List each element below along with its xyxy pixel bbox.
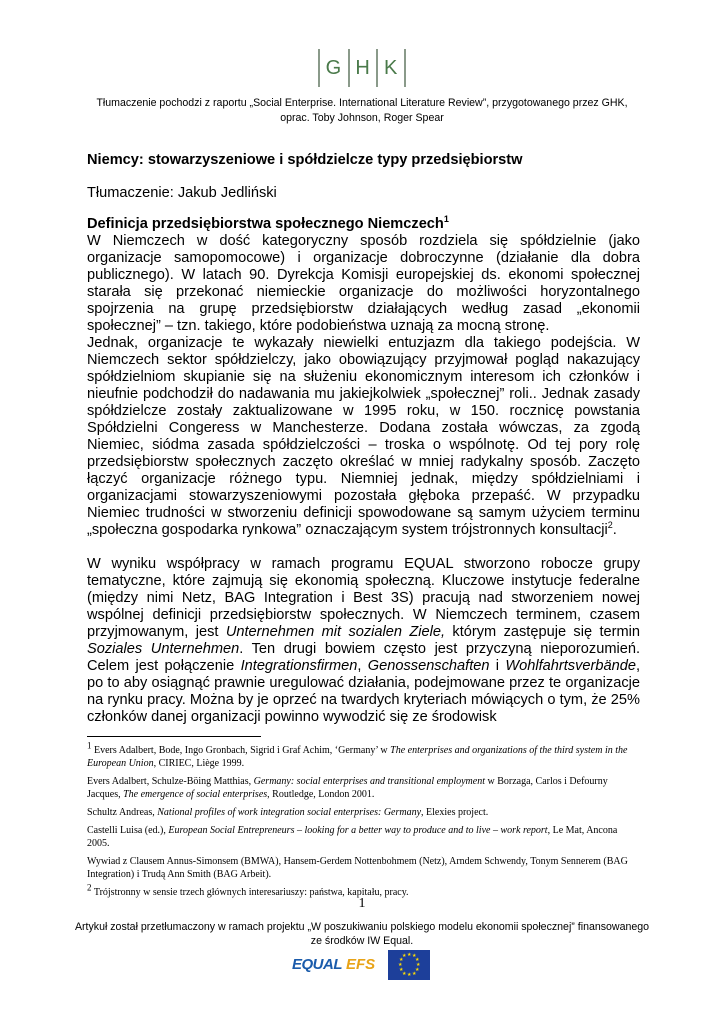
document-title: Niemcy: stowarzyszeniowe i spółdzielcze typy przedsiębiorstw (87, 152, 523, 168)
reference-2 (87, 775, 640, 801)
footnote-1-text-b: , CIRIEC, Liège 1999. (153, 758, 245, 769)
reference-5: Wywiad z Clausem Annus-Simonsem (BMWA), Hansem-Gerdem Nottenbohmem (Netz), Arndem Schwendy, Tonym Sennerem (BAG Integration) i Trudą Ann Smith (BAG Arbeit). (87, 856, 628, 880)
reference-2-text-b: w Borzaga, Carlos i Defourny Jacques, (87, 776, 608, 800)
logo-divider (404, 49, 406, 87)
reference-3 (87, 806, 640, 819)
logo-divider (376, 49, 378, 87)
logo-divider (348, 49, 350, 87)
paragraph-1: W Niemczech w dość kategoryczny sposób rozdziela się spółdzielnie (jako organizacje samopomocowe) i organizacje dobroczynne (działanie dla dobra publicznego). W latach 90. Dyrekcja Komisji europejskiej ds. ekonomi społecznej starała się przekonać niemieckie organizacje do możliwości horyzontalnego spojrzenia na grupę przedsiębiorstw działających według zasad „ekonomii społecznej” – tzn. takiego, które podobieństwa uznają za mocną stronę. (87, 233, 640, 334)
reference-3-text-b: , Elexies project. (421, 807, 489, 818)
footnote-1 (87, 740, 640, 770)
footnote-ref-2[interactable]: 2 (607, 520, 613, 531)
paragraph-3-text-c: . Ten drugi bowiem często jest przyczyną nieporozumień. Celem jest połączenie (87, 641, 641, 674)
body-text (87, 216, 640, 726)
footnotes (87, 740, 640, 899)
reference-3-text-a: Schultz Andreas, (87, 807, 158, 818)
reference-2-text-a: Evers Adalbert, Schulze-Böing Matthias, (87, 776, 254, 787)
reference-2-text-c: , Routledge, London 2001. (267, 789, 375, 800)
paragraph-3-text-f: , po to aby osiągnąć prawnie uregulować działania, podejmowane przez te organizacje na rynku pracy. Można by je oprzeć na twardych kryteriach mówiących o tym, że 25% członków danej organizacji powinno wywodzić się ze środowisk (87, 658, 641, 725)
logo-letter-k: K (383, 56, 399, 79)
page-number: 1 (358, 896, 366, 911)
translator-line: Tłumaczenie: Jakub Jedliński (87, 185, 277, 201)
footnote-ref-1[interactable]: 1 (443, 214, 449, 225)
source-credit-line1: Tłumaczenie pochodzi z raportu „Social Enterprise. International Literature Review”, przygotowanego przez GHK, (96, 97, 628, 109)
footnote-2-text: Trójstronny w sensie trzech głównych interesariuszy: państwa, kapitału, pracy. (91, 887, 409, 898)
reference-4-text-a: Castelli Luisa (ed.), (87, 825, 169, 836)
reference-4-title: European Social Entrepreneurs – looking for a better way to produce and to live – work report (168, 825, 548, 836)
paragraph-3-text-a: W wyniku współpracy w ramach programu EQUAL stworzono robocze grupy tematyczne, które zajmują się ekonomią społeczną. Kluczowe instytucje federalne (między nimi Netz, BAG Integration i Best 3S) pracują nad stworzeniem nowej wspólnej definicji przedsiębiorstw społecznych. W Niemczech terminem, czasem przyjmowanym, jest (87, 556, 640, 640)
term-wohlfahrtsverbaende: Wohlfahrtsverbände (505, 658, 636, 674)
sponsor-logos (290, 950, 440, 980)
footnote-separator (87, 736, 261, 737)
reference-2-title: Germany: social enterprises and transitional employment (253, 776, 485, 787)
term-genossenschaften: Genossenschaften (367, 658, 490, 674)
logo-letter-g: G (325, 56, 343, 79)
paragraph-3-text-d: , (357, 658, 368, 674)
reference-4-text-b: , Le Mat, Ancona 2005. (87, 825, 618, 849)
footnote-1-title: The enterprises and organizations of the third system in the European Union (87, 745, 628, 769)
footnote-1-number: 1 (87, 740, 92, 751)
equal-logo: EQUAL (292, 956, 342, 973)
section-heading (87, 216, 640, 233)
project-credit-line1: Artykuł został przetłumaczony w ramach projektu „W poszukiwaniu polskiego modelu ekonomii społecznej” finansowanego (74, 921, 650, 933)
paragraph-2-end: . (612, 522, 617, 538)
term-soziales-unternehmen: Soziales Unternehmen (87, 641, 240, 657)
reference-3-title: National profiles of work integration social enterprises: Germany (157, 807, 422, 818)
reference-4 (87, 824, 640, 850)
source-credit-line2: oprac. Toby Johnson, Roger Spear (280, 112, 444, 124)
section-heading-text: Definicja przedsiębiorstwa społecznego Niemczech (87, 216, 444, 232)
reference-2-title2: The emergence of social enterprises (123, 789, 268, 800)
paragraph-3-text-b: którym zastępuje się termin (445, 624, 641, 640)
logo-divider (318, 49, 320, 87)
paragraph-2-text: Jednak, organizacje te wykazały niewielki entuzjazm dla takiego podejścia. W Niemczech sektor spółdzielczy, jako obowiązujący przyjmował pogląd nakazujący spółdzielniom skupianie się na służeniu ekonomicznym interesom ich członków i nieufnie podchodził do nadawania mu jakiejkolwiek „społecznej” roli.. Jednak zasady spółdzielcze zostały zaktualizowane w 1995 roku, w 150. rocznicę powstania Spółdzielni Congeress w Manchesterze. Dodana została wówczas, za zgodą Niemiec, siódma zasada spółdzielczości – troska o wspólnotę. Od tej pory rolę przedsiębiorstw społecznych zaczęto określać w mniej radykalny sposób. Zaczęto łączyć organizacje różnego typu. Niemniej jednak, między spółdzielniami i organizacjami stowarzyszeniowymi pozostała głęboka przepaść. W przypadku Niemiec trudności w stworzeniu definicji spowodowane są samym użyciem terminu „społeczna gospodarka rynkowa” oznaczającym system trójstronnych konsultacji (87, 335, 640, 538)
ghk-logo (318, 48, 406, 88)
project-credit (70, 920, 654, 948)
eu-flag-icon: ★ ★ ★ ★ ★ ★ ★ ★ ★ ★ ★ ★ (388, 950, 430, 980)
efs-logo: EFS (346, 956, 376, 973)
paragraph-3-text-e: i (489, 658, 506, 674)
logo-letter-h: H (355, 56, 371, 79)
project-credit-line2: ze środków IW Equal. (310, 935, 414, 947)
term-unternehmen-mit-sozialen-ziele: Unternehmen mit sozialen Ziele, (225, 624, 446, 640)
footnote-2-number: 2 (87, 882, 92, 893)
footnote-1-text-a: Evers Adalbert, Bode, Ingo Gronbach, Sigrid i Graf Achim, ‘Germany’ w (91, 745, 391, 756)
source-credit (70, 96, 654, 126)
paragraph-2 (87, 335, 640, 539)
term-integrationsfirmen: Integrationsfirmen (240, 658, 358, 674)
paragraph-3 (87, 556, 640, 726)
